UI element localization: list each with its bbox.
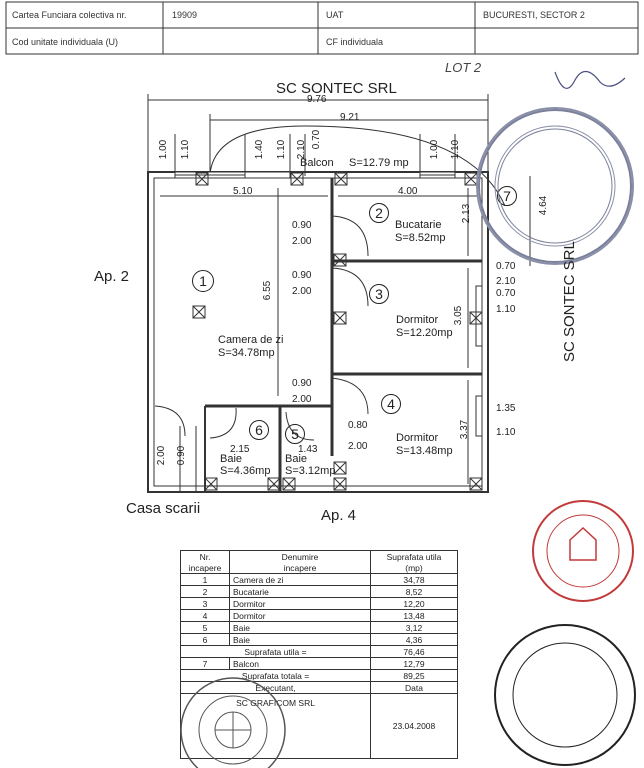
executant-header-row: [181, 682, 458, 694]
header-suprafata-2: (mp): [371, 562, 458, 574]
room-6-area: S=4.36mp: [220, 465, 271, 477]
dim-bedroom3-depth: 3.05: [453, 305, 465, 326]
table-row: [181, 634, 458, 646]
header-cf-number: 19909: [172, 10, 198, 20]
row-name: Bucatarie: [230, 586, 371, 598]
table-header-row-2: [181, 562, 458, 574]
balcony-area: 12,79: [371, 658, 458, 670]
room-7-area: S=12.79 mp: [349, 157, 409, 169]
room-3-area: S=12.20mp: [396, 327, 453, 339]
room-4-area: S=13.48mp: [396, 445, 453, 457]
total-area-row: [181, 670, 458, 682]
header-unit-code-label: Cod unitate individuala (U): [12, 37, 119, 47]
room-3-number: 3: [369, 284, 389, 304]
room-1-area: S=34.78mp: [218, 347, 275, 359]
room-5-name: Baie: [285, 453, 308, 465]
executant-label: Executant,: [181, 682, 371, 694]
dim-door-balcony-w: 0.70: [311, 129, 323, 150]
header-uat-value: BUCURESTI, SECTOR 2: [483, 10, 585, 20]
row-name: Dormitor: [230, 598, 371, 610]
room-4-number: 4: [381, 394, 401, 414]
total-area-label: Suprafata totala =: [181, 670, 371, 682]
dim-window-1: 1.00: [158, 139, 170, 160]
executant-date: 23.04.2008: [371, 694, 458, 759]
door-1-width: 0.90: [292, 220, 312, 231]
floor-plan-drawing: [0, 56, 644, 536]
date-label: Data: [371, 682, 458, 694]
door-4-height: 2.00: [348, 441, 368, 452]
dim-kitchen-width: 4.00: [398, 186, 418, 197]
row-area: 4,36: [371, 634, 458, 646]
usable-area-value: 76,46: [371, 646, 458, 658]
table-row: [181, 574, 458, 586]
room-6-number: 6: [249, 420, 269, 440]
door-2-height: 2.00: [292, 286, 312, 297]
dim-window-5: 1.00: [429, 139, 441, 160]
row-area: 3,12: [371, 622, 458, 634]
dim-entry-height: 2.00: [156, 445, 168, 466]
header-table: [0, 0, 644, 56]
dim-balcony-depth: 4.64: [538, 195, 550, 216]
cert-stamp-bottom: [495, 625, 635, 765]
row-nr: 5: [181, 622, 230, 634]
row-nr: 4: [181, 610, 230, 622]
room-2-area: S=8.52mp: [395, 232, 446, 244]
executant-row: [181, 694, 458, 759]
row-area: 34,78: [371, 574, 458, 586]
dim-bedroom4-depth: 3.37: [459, 419, 471, 440]
header-nr-2: incapere: [181, 562, 230, 574]
dim-door-balcony-h: 2.10: [296, 139, 308, 160]
row-name: Dormitor: [230, 610, 371, 622]
dim-right-window2-h: 1.10: [496, 427, 516, 438]
header-denumire: Denumire: [230, 551, 371, 563]
neighbor-bottom-label: Ap. 4: [321, 507, 357, 524]
row-name: Baie: [230, 634, 371, 646]
balcony-name: Balcon: [230, 658, 371, 670]
lot-label: LOT 2: [445, 60, 482, 75]
balcony-nr: 7: [181, 658, 230, 670]
neighbor-right-label: SC SONTEC SRL: [561, 241, 578, 362]
row-name: Baie: [230, 622, 371, 634]
dim-window-4: 1.10: [276, 139, 288, 160]
header-cf-individual-label: CF individuala: [326, 37, 384, 47]
dim-right-window-w: 0.70: [496, 261, 516, 272]
dim-right-window2-w: 1.35: [496, 403, 516, 414]
table-row: [181, 586, 458, 598]
room-4-name: Dormitor: [396, 432, 439, 444]
stairs-label: Casa scarii: [126, 500, 201, 517]
room-6-name: Baie: [220, 453, 243, 465]
dim-right-window-b: 0.70: [496, 288, 516, 299]
header-uat-label: UAT: [326, 10, 344, 20]
dim-overall: 9.76: [307, 94, 327, 105]
room-1-number: 1: [192, 270, 214, 292]
row-nr: 3: [181, 598, 230, 610]
room-schedule-table: [180, 550, 458, 759]
dim-bath6-width: 2.15: [230, 444, 250, 455]
row-name: Camera de zi: [230, 574, 371, 586]
header-suprafata: Suprafata utila: [371, 551, 458, 563]
table-row: [181, 598, 458, 610]
usable-area-row: [181, 646, 458, 658]
door-3-width: 0.90: [292, 378, 312, 389]
table-row: [181, 610, 458, 622]
row-nr: 2: [181, 586, 230, 598]
dim-inner: 9.21: [340, 112, 360, 123]
room-7-number: 7: [497, 186, 517, 206]
dim-living-width: 5.10: [233, 186, 253, 197]
dim-window-6: 1.10: [450, 139, 462, 160]
room-5-number: 5: [285, 424, 305, 444]
dim-entry-width: 0.90: [176, 445, 188, 466]
usable-area-label: Suprafata utila =: [181, 646, 371, 658]
door-4-width: 0.80: [348, 420, 368, 431]
room-5-area: S=3.12mp: [285, 465, 336, 477]
row-area: 12,20: [371, 598, 458, 610]
header-denumire-2: incapere: [230, 562, 371, 574]
door-3-height: 2.00: [292, 394, 312, 405]
header-grid: [0, 0, 644, 56]
room-1-name: Camera de zi: [218, 334, 284, 346]
table-header-row: [181, 551, 458, 563]
dim-living-depth: 6.55: [262, 280, 274, 301]
table-row: [181, 622, 458, 634]
row-nr: 1: [181, 574, 230, 586]
row-area: 8,52: [371, 586, 458, 598]
dim-right-window-h: 2.10: [496, 276, 516, 287]
dim-window-3: 1.40: [254, 139, 266, 160]
row-area: 13,48: [371, 610, 458, 622]
dim-right-window-c: 1.10: [496, 304, 516, 315]
door-1-height: 2.00: [292, 236, 312, 247]
dim-window-2: 1.10: [180, 139, 192, 160]
room-2-number: 2: [369, 203, 389, 223]
row-nr: 6: [181, 634, 230, 646]
dim-bath5-width: 1.43: [298, 444, 318, 455]
neighbor-left-label: Ap. 2: [94, 268, 130, 285]
room-2-name: Bucatarie: [395, 219, 442, 231]
header-cf-label: Cartea Funciara colectiva nr.: [12, 10, 127, 20]
executant-name: SC GRAFICOM SRL: [181, 694, 371, 759]
balcony-row: [181, 658, 458, 670]
dim-kitchen-depth: 2.13: [461, 203, 473, 224]
room-7-name: Balcon: [300, 157, 334, 169]
header-nr: Nr.: [181, 551, 230, 563]
neighbor-top-label: SC SONTEC SRL: [276, 80, 397, 97]
room-3-name: Dormitor: [396, 314, 439, 326]
door-2-width: 0.90: [292, 270, 312, 281]
total-area-value: 89,25: [371, 670, 458, 682]
